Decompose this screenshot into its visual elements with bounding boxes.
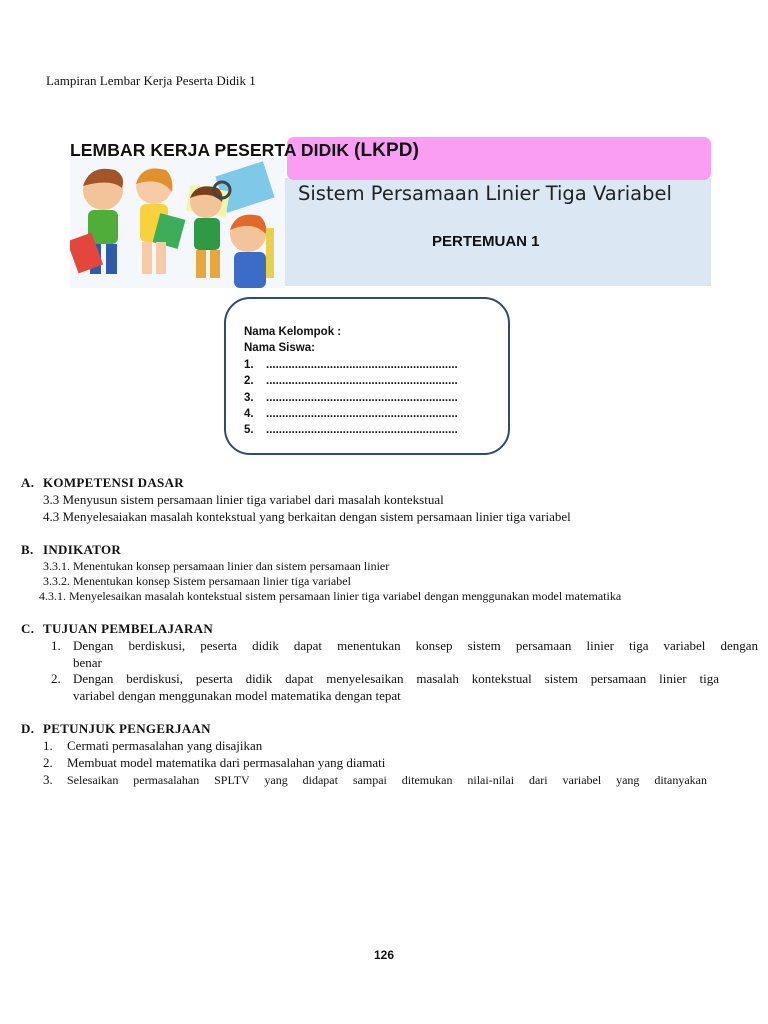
indicator-item: 3.3.1. Menentukan konsep persamaan linier dan sistem persamaan linier	[43, 559, 390, 573]
section-title: PETUNJUK PENGERJAAN	[43, 721, 211, 736]
student-row[interactable]	[244, 422, 458, 438]
children-illustration-graphic	[70, 158, 285, 288]
indicator-item: 4.3.1. Menyelesaikan masalah kontekstual sistem persamaan linier tiga variabel dengan menggunakan model matematika	[39, 589, 622, 603]
row-number: 2.	[244, 375, 254, 388]
section-d-heading	[21, 721, 211, 737]
blank-line: ............................................................	[266, 375, 458, 388]
meeting-label: PERTEMUAN 1	[432, 233, 540, 250]
attachment-note: Lampiran Lembar Kerja Peserta Didik 1	[46, 73, 256, 88]
instruction-number: 3.	[43, 772, 53, 787]
objective-text: Dengan berdiskusi, peserta didik dapat menyelesaikan masalah kontekstual sistem persamaan linier tiga	[73, 671, 719, 686]
section-letter: B.	[21, 542, 34, 557]
instruction-number: 2.	[43, 755, 53, 770]
objective-number: 2.	[51, 671, 61, 686]
blank-line: ............................................................	[266, 358, 458, 371]
section-c-heading	[21, 621, 213, 637]
section-letter: D.	[21, 721, 35, 736]
objective-text-cont: variabel dengan menggunakan model matematika dengan tepat	[73, 688, 401, 703]
student-row[interactable]	[244, 390, 458, 406]
title-abbrev: (LKPD)	[354, 140, 420, 161]
instruction-number: 1.	[43, 738, 53, 753]
objective-number: 1.	[51, 638, 61, 653]
page-number: 126	[373, 948, 395, 962]
objective-text: Dengan berdiskusi, peserta didik dapat menentukan konsep sistem persamaan linier tiga variabel dengan	[73, 638, 758, 653]
blank-line: ............................................................	[266, 424, 458, 437]
section-a-heading	[21, 475, 184, 491]
row-number: 5.	[244, 424, 254, 437]
student-row[interactable]	[244, 373, 458, 389]
group-info-box	[224, 297, 510, 455]
indicator-item: 3.3.2. Menentukan konsep Sistem persamaan linier tiga variabel	[43, 574, 351, 588]
student-name-label: Nama Siswa:	[244, 342, 315, 355]
group-info-content	[244, 324, 458, 439]
worksheet-title	[70, 140, 419, 162]
worksheet-subtitle: Sistem Persamaan Linier Tiga Variabel	[298, 182, 672, 205]
section-b-heading	[21, 542, 121, 558]
row-number: 1.	[244, 358, 254, 371]
section-title: INDIKATOR	[43, 542, 122, 557]
section-title: KOMPETENSI DASAR	[43, 475, 184, 490]
section-letter: A.	[21, 475, 35, 490]
student-row[interactable]	[244, 357, 458, 373]
student-row[interactable]	[244, 406, 458, 422]
instruction-text: Membuat model matematika dari permasalahan yang diamati	[67, 755, 386, 770]
objective-text-cont: benar	[73, 655, 102, 670]
instruction-text: Cermati permasalahan yang disajikan	[67, 738, 263, 753]
competency-item: 3.3 Menyusun sistem persamaan linier tiga variabel dari masalah kontekstual	[43, 492, 444, 507]
blank-line: ............................................................	[266, 408, 458, 421]
instruction-text: Selesaikan permasalahan SPLTV yang didapat sampai ditemukan nilai-nilai dari variabel yang ditanyakan	[67, 773, 707, 787]
section-letter: C.	[21, 621, 35, 636]
competency-item: 4.3 Menyelesaiakan masalah kontekstual yang berkaitan dengan sistem persamaan linier tiga variabel	[43, 509, 571, 524]
row-number: 3.	[244, 391, 254, 404]
title-main-text: LEMBAR KERJA PESERTA DIDIK	[70, 140, 355, 160]
children-illustration	[70, 158, 285, 288]
row-number: 4.	[244, 408, 254, 421]
blank-line: ............................................................	[266, 391, 458, 404]
section-title: TUJUAN PEMBELAJARAN	[43, 621, 214, 636]
group-name-label: Nama Kelompok :	[244, 326, 342, 338]
